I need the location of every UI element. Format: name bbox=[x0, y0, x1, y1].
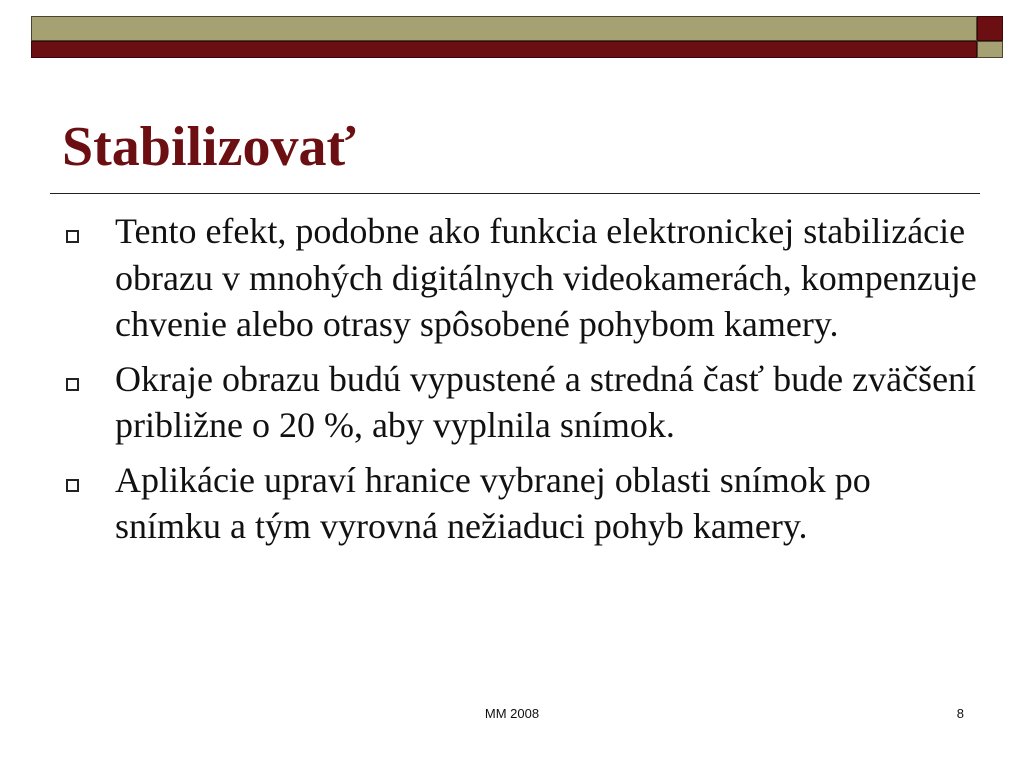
bullet-list bbox=[0, 208, 1024, 558]
bullet-item bbox=[0, 457, 1024, 550]
hollow-square-bullet-icon bbox=[66, 479, 79, 492]
bullet-item bbox=[0, 356, 1024, 449]
slide-title: Stabilizovať bbox=[62, 116, 356, 178]
hollow-square-bullet-icon bbox=[66, 230, 79, 243]
title-divider bbox=[50, 193, 980, 194]
header-bar-maroon bbox=[31, 41, 977, 58]
bullet-text: Aplikácie upraví hranice vybranej oblasti snímok po snímku a tým vyrovná nežiaduci pohyb kamery. bbox=[115, 459, 871, 546]
bullet-text: Okraje obrazu budú vypustené a stredná časť bude zväčšení približne o 20 %, aby vyplnila snímok. bbox=[115, 358, 977, 445]
header-corner-square-maroon bbox=[977, 16, 1003, 41]
bullet-item bbox=[0, 208, 1024, 348]
footer-label: MM 2008 bbox=[484, 706, 540, 721]
header-bar-olive bbox=[31, 16, 977, 41]
bullet-text: Tento efekt, podobne ako funkcia elektronickej stabilizácie obrazu v mnohých digitálnych videokamerách, kompenzuje chvenie alebo otrasy spôsobené pohybom kamery. bbox=[115, 211, 977, 344]
hollow-square-bullet-icon bbox=[66, 378, 79, 391]
page-number: 8 bbox=[956, 706, 964, 721]
header-corner-square-olive bbox=[977, 41, 1003, 58]
